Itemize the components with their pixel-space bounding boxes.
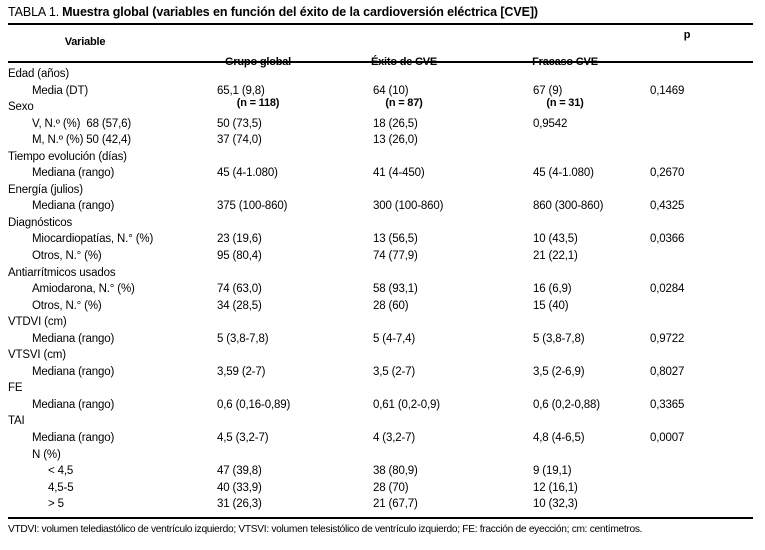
cell-fracaso-cve: 5 (3,8-7,8) [533,332,585,345]
row-label: Tiempo evolución (días) [8,150,127,163]
rule-top [8,23,753,25]
table-row [0,413,765,430]
table-row [0,347,765,364]
cell-exito-cve: 13 (26,0) [373,134,418,147]
table-title-text: Muestra global (variables en función del éxito de la cardioversión eléctrica [CVE]) [62,5,538,19]
header-fracaso-cve-n: (n = 31) [546,96,584,109]
table-body [0,66,765,513]
row-label: Amiodarona, N.° (%) [32,283,135,296]
cell-exito-cve: 74 (77,9) [373,250,418,263]
row-label: < 4,5 [48,465,74,478]
table-footnote: VTDVI: volumen telediastólico de ventrículo izquierdo; VTSVI: volumen telesistólico de ventrículo izquierdo; FE: fracción de eyección; cm: centímetros. [8,524,643,535]
cell-grupo-global: 45 (4-1.080) [217,167,278,180]
table-row [0,331,765,348]
cell-p: 0,0284 [650,283,685,296]
table-row [0,463,765,480]
table-row [0,364,765,381]
cell-exito-cve: 58 (93,1) [373,283,418,296]
header-p: p [683,29,691,41]
cell-fracaso-cve: 45 (4-1.080) [533,167,594,180]
table-row [0,149,765,166]
table-title [8,5,538,19]
cell-fracaso-cve: 0,9542 [533,117,568,130]
cell-grupo-global: 95 (80,4) [217,250,262,263]
table-row [0,96,765,116]
table-row [0,165,765,182]
table-row [0,132,765,149]
row-label: Sexo [8,101,34,114]
cell-p: 0,0007 [650,432,685,445]
header-grupo-global-n: (n = 118) [236,96,280,109]
cell-exito-cve: 5 (4-7,4) [373,332,416,345]
table-row [0,496,765,513]
cell-exito-cve: 4 (3,2-7) [373,432,416,445]
header-variable: Variable [64,36,106,48]
table-row [0,248,765,265]
rule-bottom [8,517,753,519]
cell-p: 0,0366 [650,233,685,246]
cell-grupo-global: 31 (26,3) [217,498,262,511]
cell-p: 0,2670 [650,167,685,180]
cell-fracaso-cve: 4,8 (4-6,5) [533,432,585,445]
row-label: > 5 [48,498,64,511]
row-label: Mediana (rango) [32,332,115,345]
table-row [0,380,765,397]
row-label: M, N.º (%) 50 (42,4) [32,134,131,147]
cell-exito-cve: 28 (60) [373,299,409,312]
table-row [0,231,765,248]
cell-exito-cve: 13 (56,5) [373,233,418,246]
row-label: Mediana (rango) [32,365,115,378]
row-label: Diagnósticos [8,216,73,229]
cell-grupo-global: 47 (39,8) [217,465,262,478]
table-number: TABLA 1. [8,5,60,19]
table-row [0,447,765,464]
cell-fracaso-cve: 860 (300-860) [533,200,604,213]
row-label: 4,5-5 [48,481,74,494]
row-label: VTDVI (cm) [8,316,67,329]
cell-fracaso-cve: 67 (9) [533,84,563,97]
cell-fracaso-cve: 9 (19,1) [533,465,572,478]
row-label: Otros, N.° (%) [32,250,102,263]
cell-exito-cve: 300 (100-860) [373,200,444,213]
row-label: Mediana (rango) [32,432,115,445]
cell-grupo-global: 3,59 (2-7) [217,365,266,378]
cell-fracaso-cve: 10 (43,5) [533,233,578,246]
cell-fracaso-cve: 15 (40) [533,299,569,312]
cell-grupo-global: 50 (73,5) [217,117,262,130]
cell-p: 0,3365 [650,398,685,411]
row-label: N (%) [32,448,61,461]
cell-fracaso-cve: 0,6 (0,2-0,88) [533,398,600,411]
cell-p: 0,1469 [650,84,685,97]
row-label: Antiarrítmicos usados [8,266,116,279]
table-row [0,116,765,133]
cell-fracaso-cve: 16 (6,9) [533,283,572,296]
row-label: TAI [8,415,25,428]
table-row [0,66,765,83]
header-exito-cve-n: (n = 87) [385,96,423,109]
cell-grupo-global: 34 (28,5) [217,299,262,312]
cell-p: 0,4325 [650,200,685,213]
cell-exito-cve: 3,5 (2-7) [373,365,416,378]
rule-header [8,61,753,63]
cell-p: 0,9722 [650,332,685,345]
row-label: Otros, N.° (%) [32,299,102,312]
cell-exito-cve: 38 (80,9) [373,465,418,478]
table-row [0,397,765,414]
cell-grupo-global: 65,1 (9,8) [217,84,265,97]
table-row [0,198,765,215]
table-row [0,182,765,199]
cell-grupo-global: 37 (74,0) [217,134,262,147]
table-row [0,314,765,331]
cell-grupo-global: 23 (19,6) [217,233,262,246]
cell-exito-cve: 41 (4-450) [373,167,425,180]
cell-grupo-global: 74 (63,0) [217,283,262,296]
cell-exito-cve: 21 (67,7) [373,498,418,511]
cell-fracaso-cve: 3,5 (2-6,9) [533,365,585,378]
cell-grupo-global: 375 (100-860) [217,200,288,213]
cell-grupo-global: 0,6 (0,16-0,89) [217,398,291,411]
row-label: FE [8,382,23,395]
row-label: Miocardiopatías, N.° (%) [32,233,154,246]
row-label: Media (DT) [32,84,89,97]
cell-p: 0,8027 [650,365,685,378]
table-row [0,430,765,447]
table-row [0,265,765,282]
table-row [0,281,765,298]
cell-fracaso-cve: 10 (32,3) [533,498,578,511]
row-label: Energía (julios) [8,183,83,196]
cell-grupo-global: 5 (3,8-7,8) [217,332,269,345]
cell-exito-cve: 28 (70) [373,481,409,494]
cell-grupo-global: 40 (33,9) [217,481,262,494]
table-row [0,480,765,497]
row-label: V, N.º (%) 68 (57,6) [32,117,132,130]
cell-fracaso-cve: 12 (16,1) [533,481,578,494]
cell-fracaso-cve: 21 (22,1) [533,250,578,263]
cell-exito-cve: 18 (26,5) [373,117,418,130]
row-label: Edad (años) [8,68,69,80]
table-row [0,83,765,100]
table-row [0,215,765,232]
row-label: Mediana (rango) [32,167,115,180]
cell-exito-cve: 0,61 (0,2-0,9) [373,398,440,411]
table-row [0,298,765,315]
cell-exito-cve: 64 (10) [373,84,409,97]
cell-grupo-global: 4,5 (3,2-7) [217,432,269,445]
row-label: VTSVI (cm) [8,349,66,362]
row-label: Mediana (rango) [32,200,115,213]
row-label: Mediana (rango) [32,398,115,411]
